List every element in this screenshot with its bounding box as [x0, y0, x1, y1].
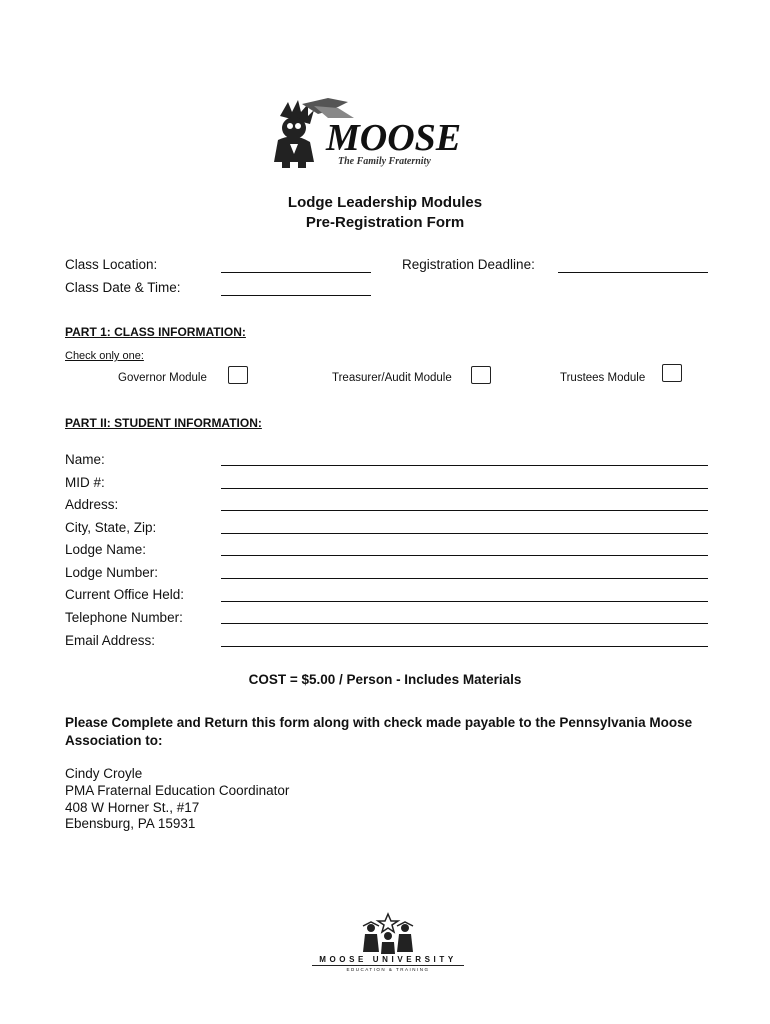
governor-module-checkbox[interactable]: [228, 366, 248, 384]
contact-street: 408 W Horner St., #17: [65, 799, 200, 815]
email-label: Email Address:: [65, 633, 156, 648]
moose-logo: [268, 96, 464, 172]
treasurer-audit-module-label: Treasurer/Audit Module: [332, 372, 452, 384]
cost-text: COST = $5.00 / Person - Includes Materials: [248, 672, 522, 687]
contact-city: Ebensburg, PA 15931: [65, 816, 196, 832]
governor-module-label: Governor Module: [118, 372, 207, 384]
address-block: [65, 766, 289, 833]
telephone-label: Telephone Number:: [65, 610, 183, 625]
registration-deadline-label: Registration Deadline:: [402, 257, 535, 272]
class-location-field[interactable]: [221, 272, 371, 273]
email-field[interactable]: [221, 646, 708, 647]
logo-divider: [312, 965, 464, 966]
class-location-label: Class Location:: [65, 257, 158, 272]
education-training-text: EDUCATION & TRAINING: [346, 967, 430, 972]
tagline-text: The Family Fraternity: [338, 156, 431, 167]
brand-text: MOOSE: [326, 117, 462, 159]
moose-university-logo: [308, 912, 468, 978]
current-office-label: Current Office Held:: [65, 587, 185, 602]
moose-university-text: MOOSE UNIVERSITY: [319, 955, 457, 964]
telephone-field[interactable]: [221, 623, 708, 624]
part2-heading: PART II: STUDENT INFORMATION:: [65, 416, 262, 430]
registration-deadline-field[interactable]: [558, 272, 708, 273]
address-label: Address:: [65, 497, 119, 512]
contact-name: Cindy Croyle: [65, 766, 143, 781]
lodge-name-field[interactable]: [221, 555, 708, 556]
trustees-module-checkbox[interactable]: [662, 364, 682, 382]
address-field[interactable]: [221, 510, 708, 511]
lodge-number-field[interactable]: [221, 578, 708, 579]
form-title-line2: Pre-Registration Form: [305, 214, 465, 231]
part1-heading: PART 1: CLASS INFORMATION:: [65, 325, 246, 339]
mid-field[interactable]: [221, 488, 708, 489]
mid-label: MID #:: [65, 475, 105, 490]
city-state-zip-label: City, State, Zip:: [65, 520, 157, 535]
name-label: Name:: [65, 452, 105, 467]
contact-title: PMA Fraternal Education Coordinator: [65, 782, 290, 798]
treasurer-audit-module-checkbox[interactable]: [471, 366, 491, 384]
class-date-time-label: Class Date & Time:: [65, 280, 181, 295]
return-instructions: Please Complete and Return this form along with check made payable to the Pennsylvania Moose Association to:: [65, 715, 693, 748]
city-state-zip-field[interactable]: [221, 533, 708, 534]
current-office-field[interactable]: [221, 601, 708, 602]
lodge-number-label: Lodge Number:: [65, 565, 159, 580]
check-instruction: Check only one:: [65, 350, 144, 362]
trustees-module-label: Trustees Module: [560, 372, 646, 384]
lodge-name-label: Lodge Name:: [65, 542, 147, 557]
form-title-line1: Lodge Leadership Modules: [287, 194, 483, 211]
class-date-time-field[interactable]: [221, 295, 371, 296]
graduates-emblem-icon: [358, 912, 418, 954]
name-field[interactable]: [221, 465, 708, 466]
